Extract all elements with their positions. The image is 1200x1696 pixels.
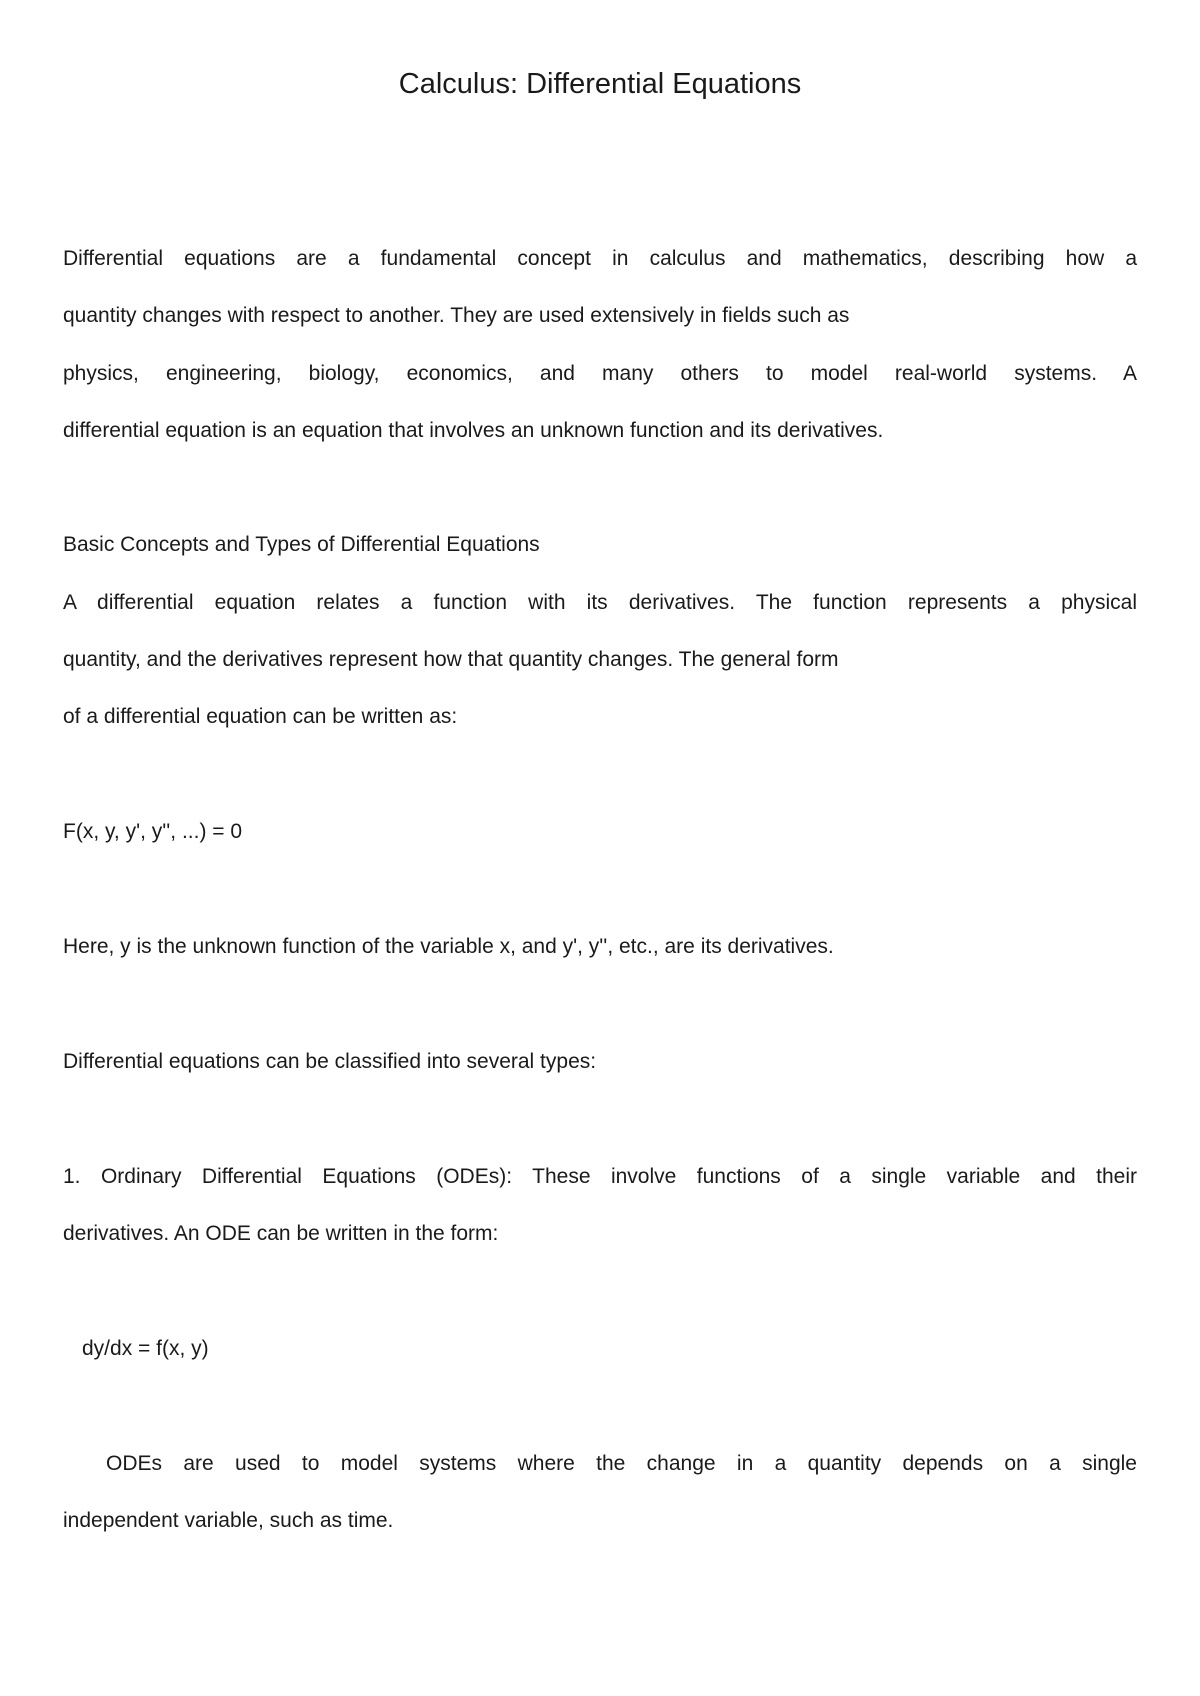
ode-equation: dy/dx = f(x, y) — [82, 1337, 209, 1360]
ode-item-line-2: derivatives. An ODE can be written in the form: — [63, 1222, 499, 1245]
intro-paragraph-line-2: quantity changes with respect to another. They are used extensively in fields such as — [63, 304, 850, 327]
intro-paragraph-line-4: differential equation is an equation that involves an unknown function and its derivatives. — [63, 419, 884, 442]
classification-intro: Differential equations can be classified into several types: — [63, 1050, 597, 1073]
general-form-equation: F(x, y, y', y'', ...) = 0 — [63, 820, 243, 843]
ode-item-line-1: 1. Ordinary Differential Equations (ODEs): These involve functions of a single variable and their — [63, 1165, 1137, 1188]
intro-paragraph-line-1: Differential equations are a fundamental concept in calculus and mathematics, describing how a — [63, 247, 1137, 270]
concepts-paragraph-line-2: quantity, and the derivatives represent how that quantity changes. The general form — [63, 648, 839, 671]
ode-usage-line-1: ODEs are used to model systems where the change in a quantity depends on a single — [106, 1452, 1137, 1475]
document-title: Calculus: Differential Equations — [398, 68, 802, 100]
equation-explanation: Here, y is the unknown function of the variable x, and y', y'', etc., are its derivatives. — [63, 935, 834, 958]
ode-usage-line-2: independent variable, such as time. — [63, 1509, 394, 1532]
concepts-paragraph-line-3: of a differential equation can be written as: — [63, 705, 458, 728]
concepts-paragraph-line-1: A differential equation relates a function with its derivatives. The function represents a physical — [63, 591, 1137, 614]
intro-paragraph-line-3: physics, engineering, biology, economics, and many others to model real-world systems. A — [63, 362, 1137, 385]
section-heading: Basic Concepts and Types of Differential Equations — [63, 533, 540, 556]
